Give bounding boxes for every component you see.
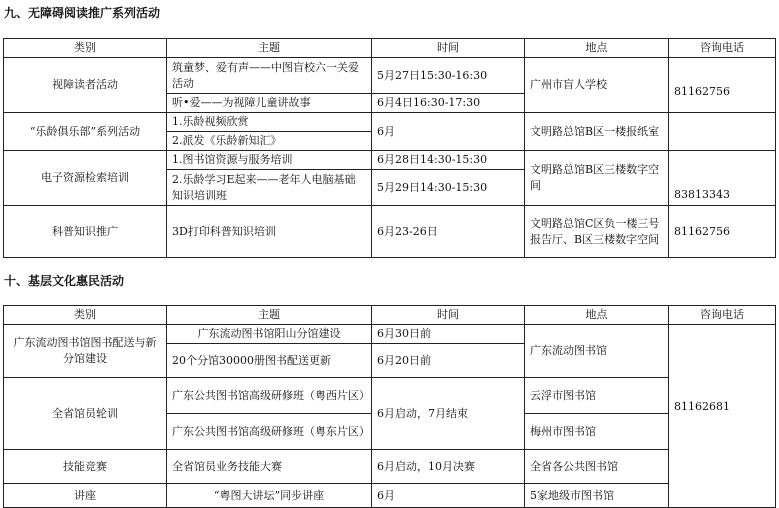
category-cell: 广东流动图书馆图书配送与新分馆建设	[4, 325, 167, 378]
table-row	[4, 484, 776, 508]
table-row	[4, 378, 776, 414]
section10-table	[3, 305, 776, 508]
table-row	[4, 58, 776, 94]
phone-cell: 81162681	[669, 325, 776, 508]
topic-cell: 1.乐龄视频欣赏	[167, 113, 372, 132]
header-category: 类别	[4, 39, 167, 58]
place-cell: 文明路总馆B区一楼报纸室	[525, 113, 669, 151]
table-header-row	[4, 306, 776, 325]
time-cell: 6月30日前	[372, 325, 525, 344]
time-cell: 6月28日14:30-15:30	[372, 151, 525, 170]
topic-cell: 广东公共图书馆高级研修班（粤东片区）	[167, 414, 372, 450]
topic-cell: 2.乐龄学习E起来——老年人电脑基础知识培训班	[167, 170, 372, 206]
header-phone: 咨询电话	[669, 306, 776, 325]
table-row	[4, 113, 776, 132]
table-row	[4, 450, 776, 484]
category-cell: 视障读者活动	[4, 58, 167, 113]
header-time: 时间	[372, 39, 525, 58]
header-place: 地点	[525, 39, 669, 58]
table-row	[4, 206, 776, 258]
place-cell: 文明路总馆C区负一楼三号报告厅、B区三楼数字空间	[525, 206, 669, 258]
topic-cell: 听•爱——为视障儿童讲故事	[167, 94, 372, 113]
category-cell: 全省馆员轮训	[4, 378, 167, 450]
place-cell: 梅州市图书馆	[525, 414, 669, 450]
place-cell: 全省各公共图书馆	[525, 450, 669, 484]
header-phone: 咨询电话	[669, 39, 776, 58]
header-category: 类别	[4, 306, 167, 325]
header-place: 地点	[525, 306, 669, 325]
time-cell: 6月	[372, 113, 525, 151]
category-cell: “乐龄俱乐部”系列活动	[4, 113, 167, 151]
category-cell: 电子资源检索培训	[4, 151, 167, 206]
section9-title: 九、无障碍阅读推广系列活动	[4, 6, 161, 20]
category-cell: 讲座	[4, 484, 167, 508]
place-cell: 云浮市图书馆	[525, 378, 669, 414]
time-cell: 6月20日前	[372, 344, 525, 378]
topic-cell: 筑童梦、爱有声——中图盲校六一关爱活动	[167, 58, 372, 94]
time-cell: 6月23-26日	[372, 206, 525, 258]
time-cell: 6月	[372, 484, 525, 508]
phone-cell: 81162756	[669, 58, 776, 113]
header-time: 时间	[372, 306, 525, 325]
place-cell: 广州市盲人学校	[525, 58, 669, 113]
topic-cell: “粤图大讲坛”同步讲座	[167, 484, 372, 508]
place-cell: 广东流动图书馆	[525, 325, 669, 378]
time-cell: 6月启动，7月结束	[372, 378, 525, 450]
phone-cell	[669, 113, 776, 151]
time-cell: 5月29日14:30-15:30	[372, 170, 525, 206]
phone-cell: 81162756	[669, 206, 776, 258]
phone-cell: 83813343	[669, 151, 776, 206]
topic-cell: 广东公共图书馆高级研修班（粤西片区）	[167, 378, 372, 414]
topic-cell: 广东流动图书馆阳山分馆建设	[167, 325, 372, 344]
category-cell: 技能竞赛	[4, 450, 167, 484]
table-row	[4, 325, 776, 344]
header-topic: 主题	[167, 306, 372, 325]
time-cell: 6月启动，10月决赛	[372, 450, 525, 484]
table-header-row	[4, 39, 776, 58]
topic-cell: 1.图书馆资源与服务培训	[167, 151, 372, 170]
topic-cell: 3D打印科普知识培训	[167, 206, 372, 258]
section10-title: 十、基层文化惠民活动	[4, 274, 125, 288]
topic-cell: 20个分馆30000册图书配送更新	[167, 344, 372, 378]
section9-table	[3, 38, 776, 258]
header-topic: 主题	[167, 39, 372, 58]
time-cell: 6月4日16:30-17:30	[372, 94, 525, 113]
place-cell: 文明路总馆B区三楼数字空间	[525, 151, 669, 206]
topic-cell: 全省馆员业务技能大赛	[167, 450, 372, 484]
topic-cell: 2.派发《乐龄新知汇》	[167, 132, 372, 151]
place-cell: 5家地级市图书馆	[525, 484, 669, 508]
table-row	[4, 151, 776, 170]
time-cell: 5月27日15:30-16:30	[372, 58, 525, 94]
category-cell: 科普知识推广	[4, 206, 167, 258]
